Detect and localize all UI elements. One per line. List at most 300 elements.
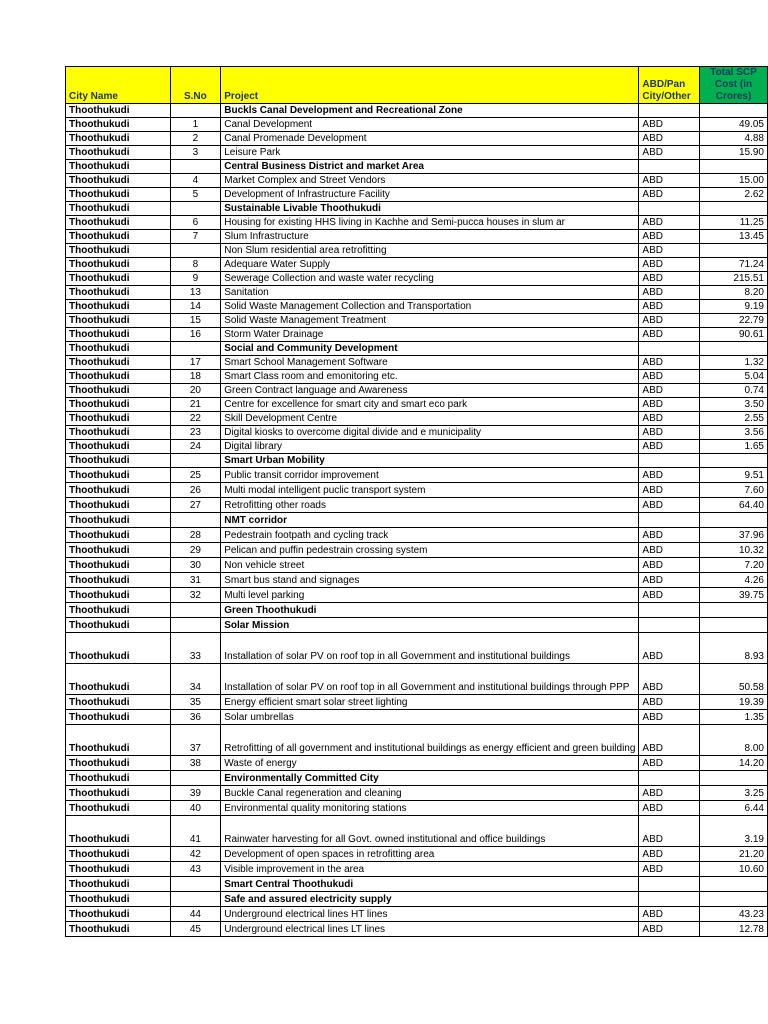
city-cell[interactable]: Thoothukudi	[66, 664, 171, 695]
project-cell[interactable]: Smart School Management Software	[221, 356, 639, 370]
abd-cell[interactable]: ABD	[639, 384, 700, 398]
sno-cell[interactable]	[170, 877, 221, 892]
city-cell[interactable]: Thoothukudi	[66, 468, 171, 483]
project-cell[interactable]: Central Business District and market Area	[221, 160, 639, 174]
abd-cell[interactable]: ABD	[639, 412, 700, 426]
sno-cell[interactable]: 22	[170, 412, 221, 426]
abd-cell[interactable]: ABD	[639, 558, 700, 573]
abd-cell[interactable]: ABD	[639, 710, 700, 725]
city-cell[interactable]: Thoothukudi	[66, 847, 171, 862]
abd-cell[interactable]: ABD	[639, 907, 700, 922]
city-cell[interactable]: Thoothukudi	[66, 618, 171, 633]
sno-cell[interactable]: 40	[170, 801, 221, 816]
project-cell[interactable]: Green Contract language and Awareness	[221, 384, 639, 398]
project-cell[interactable]: Canal Promenade Development	[221, 132, 639, 146]
city-cell[interactable]: Thoothukudi	[66, 174, 171, 188]
project-cell[interactable]: Solar Mission	[221, 618, 639, 633]
city-cell[interactable]: Thoothukudi	[66, 513, 171, 528]
section-row	[66, 603, 768, 618]
cost-cell[interactable]: 3.25	[700, 786, 768, 801]
abd-cell[interactable]: ABD	[639, 847, 700, 862]
cost-cell[interactable]: 4.88	[700, 132, 768, 146]
project-cell[interactable]: Rainwater harvesting for all Govt. owned institutional and office buildings	[221, 816, 639, 847]
city-cell[interactable]: Thoothukudi	[66, 188, 171, 202]
city-cell[interactable]: Thoothukudi	[66, 603, 171, 618]
city-cell[interactable]: Thoothukudi	[66, 202, 171, 216]
project-cell[interactable]: Digital kiosks to overcome digital divide and e municipality	[221, 426, 639, 440]
sno-cell[interactable]: 7	[170, 230, 221, 244]
city-cell[interactable]: Thoothukudi	[66, 230, 171, 244]
sno-cell[interactable]: 33	[170, 633, 221, 664]
city-cell[interactable]: Thoothukudi	[66, 258, 171, 272]
table-row	[66, 174, 768, 188]
sno-cell[interactable]: 24	[170, 440, 221, 454]
city-cell[interactable]: Thoothukudi	[66, 216, 171, 230]
abd-cell[interactable]: ABD	[639, 300, 700, 314]
abd-cell[interactable]: ABD	[639, 588, 700, 603]
city-cell[interactable]: Thoothukudi	[66, 244, 171, 258]
cost-cell[interactable]: 2.55	[700, 412, 768, 426]
table-row	[66, 468, 768, 483]
table-row	[66, 384, 768, 398]
project-cell[interactable]: NMT corridor	[221, 513, 639, 528]
project-cell[interactable]: Adequare Water Supply	[221, 258, 639, 272]
cost-cell[interactable]: 12.78	[700, 922, 768, 937]
cost-cell[interactable]	[700, 104, 768, 118]
abd-cell[interactable]: ABD	[639, 725, 700, 756]
sno-cell[interactable]	[170, 603, 221, 618]
abd-cell[interactable]	[639, 342, 700, 356]
city-cell[interactable]: Thoothukudi	[66, 104, 171, 118]
cost-cell[interactable]	[700, 454, 768, 468]
abd-cell[interactable]: ABD	[639, 786, 700, 801]
project-cell[interactable]: Social and Community Development	[221, 342, 639, 356]
sno-cell[interactable]: 13	[170, 286, 221, 300]
header-row	[66, 67, 768, 104]
cost-cell[interactable]: 64.40	[700, 498, 768, 513]
cost-cell[interactable]: 1.65	[700, 440, 768, 454]
sno-cell[interactable]: 5	[170, 188, 221, 202]
table-row	[66, 756, 768, 771]
city-cell[interactable]: Thoothukudi	[66, 314, 171, 328]
abd-cell[interactable]	[639, 892, 700, 907]
table-row	[66, 816, 768, 847]
abd-cell[interactable]: ABD	[639, 314, 700, 328]
city-cell[interactable]: Thoothukudi	[66, 342, 171, 356]
cost-cell[interactable]: 5.04	[700, 370, 768, 384]
city-cell[interactable]: Thoothukudi	[66, 907, 171, 922]
abd-cell[interactable]	[639, 618, 700, 633]
cost-cell[interactable]	[700, 513, 768, 528]
project-cell[interactable]: Installation of solar PV on roof top in all Government and institutional buildings	[221, 633, 639, 664]
section-row	[66, 202, 768, 216]
city-cell[interactable]: Thoothukudi	[66, 786, 171, 801]
abd-cell[interactable]: ABD	[639, 664, 700, 695]
table-row	[66, 483, 768, 498]
section-row	[66, 160, 768, 174]
sno-cell[interactable]	[170, 771, 221, 786]
cost-cell[interactable]: 6.44	[700, 801, 768, 816]
cost-cell[interactable]: 3.50	[700, 398, 768, 412]
table-row	[66, 862, 768, 877]
city-cell[interactable]: Thoothukudi	[66, 384, 171, 398]
abd-cell[interactable]	[639, 513, 700, 528]
city-cell[interactable]: Thoothukudi	[66, 328, 171, 342]
project-cell[interactable]: Pedestrain footpath and cycling track	[221, 528, 639, 543]
abd-cell[interactable]	[639, 877, 700, 892]
abd-cell[interactable]: ABD	[639, 695, 700, 710]
table-row	[66, 426, 768, 440]
abd-cell[interactable]: ABD	[639, 756, 700, 771]
project-cell[interactable]: Skill Development Centre	[221, 412, 639, 426]
sno-cell[interactable]: 18	[170, 370, 221, 384]
abd-cell[interactable]	[639, 771, 700, 786]
project-cell[interactable]: Buckle Canal regeneration and cleaning	[221, 786, 639, 801]
cost-cell[interactable]	[700, 771, 768, 786]
cost-cell[interactable]: 8.20	[700, 286, 768, 300]
table-row	[66, 573, 768, 588]
sno-cell[interactable]: 38	[170, 756, 221, 771]
city-cell[interactable]: Thoothukudi	[66, 588, 171, 603]
sno-cell[interactable]: 27	[170, 498, 221, 513]
sno-cell[interactable]	[170, 513, 221, 528]
section-row	[66, 104, 768, 118]
cost-cell[interactable]: 43.23	[700, 907, 768, 922]
project-cell[interactable]: Multi level parking	[221, 588, 639, 603]
abd-cell[interactable]: ABD	[639, 528, 700, 543]
abd-cell[interactable]: ABD	[639, 573, 700, 588]
cost-cell[interactable]	[700, 877, 768, 892]
sno-cell[interactable]: 30	[170, 558, 221, 573]
abd-cell[interactable]: ABD	[639, 483, 700, 498]
project-cell[interactable]: Pelican and puffin pedestrain crossing system	[221, 543, 639, 558]
city-cell[interactable]: Thoothukudi	[66, 801, 171, 816]
abd-cell[interactable]: ABD	[639, 188, 700, 202]
table-row	[66, 370, 768, 384]
project-cell[interactable]: Sewerage Collection and waste water recycling	[221, 272, 639, 286]
cost-cell[interactable]: 49.05	[700, 118, 768, 132]
abd-cell[interactable]: ABD	[639, 440, 700, 454]
project-cell[interactable]: Buckls Canal Development and Recreational Zone	[221, 104, 639, 118]
sno-cell[interactable]: 20	[170, 384, 221, 398]
sno-cell[interactable]: 3	[170, 146, 221, 160]
abd-cell[interactable]: ABD	[639, 398, 700, 412]
cost-cell[interactable]	[700, 342, 768, 356]
project-cell[interactable]: Underground electrical lines LT lines	[221, 922, 639, 937]
abd-cell[interactable]: ABD	[639, 356, 700, 370]
section-row	[66, 342, 768, 356]
cost-cell[interactable]: 7.20	[700, 558, 768, 573]
header-project[interactable]: Project	[221, 67, 639, 104]
sno-cell[interactable]: 34	[170, 664, 221, 695]
sno-cell[interactable]: 17	[170, 356, 221, 370]
project-cell[interactable]: Installation of solar PV on roof top in all Government and institutional buildings through PPP	[221, 664, 639, 695]
city-cell[interactable]: Thoothukudi	[66, 498, 171, 513]
project-cell[interactable]: Safe and assured electricity supply	[221, 892, 639, 907]
city-cell[interactable]: Thoothukudi	[66, 426, 171, 440]
abd-cell[interactable]: ABD	[639, 862, 700, 877]
sno-cell[interactable]	[170, 454, 221, 468]
project-cell[interactable]: Smart Class room and emonitoring etc.	[221, 370, 639, 384]
cost-cell[interactable]: 14.20	[700, 756, 768, 771]
sno-cell[interactable]	[170, 342, 221, 356]
sno-cell[interactable]: 39	[170, 786, 221, 801]
project-cell[interactable]: Multi modal intelligent puclic transport system	[221, 483, 639, 498]
abd-cell[interactable]: ABD	[639, 230, 700, 244]
cost-cell[interactable]: 3.56	[700, 426, 768, 440]
project-cell[interactable]: Market Complex and Street Vendors	[221, 174, 639, 188]
city-cell[interactable]: Thoothukudi	[66, 286, 171, 300]
city-cell[interactable]: Thoothukudi	[66, 771, 171, 786]
city-cell[interactable]: Thoothukudi	[66, 356, 171, 370]
sno-cell[interactable]: 26	[170, 483, 221, 498]
sno-cell[interactable]: 29	[170, 543, 221, 558]
city-cell[interactable]: Thoothukudi	[66, 862, 171, 877]
city-cell[interactable]: Thoothukudi	[66, 725, 171, 756]
cost-cell[interactable]: 50.58	[700, 664, 768, 695]
project-cell[interactable]: Solid Waste Management Treatment	[221, 314, 639, 328]
sno-cell[interactable]: 2	[170, 132, 221, 146]
table-row	[66, 725, 768, 756]
cost-cell[interactable]	[700, 202, 768, 216]
cost-cell[interactable]	[700, 892, 768, 907]
project-cell[interactable]: Smart Urban Mobility	[221, 454, 639, 468]
sno-cell[interactable]: 6	[170, 216, 221, 230]
abd-cell[interactable]: ABD	[639, 272, 700, 286]
section-row	[66, 892, 768, 907]
city-cell[interactable]: Thoothukudi	[66, 816, 171, 847]
cost-cell[interactable]: 1.35	[700, 710, 768, 725]
project-cell[interactable]: Centre for excellence for smart city and smart eco park	[221, 398, 639, 412]
city-cell[interactable]: Thoothukudi	[66, 160, 171, 174]
project-cell[interactable]: Sustainable Livable Thoothukudi	[221, 202, 639, 216]
project-cell[interactable]: Environmental quality monitoring stations	[221, 801, 639, 816]
cost-cell[interactable]: 15.00	[700, 174, 768, 188]
project-cell[interactable]: Waste of energy	[221, 756, 639, 771]
abd-cell[interactable]: ABD	[639, 426, 700, 440]
city-cell[interactable]: Thoothukudi	[66, 892, 171, 907]
cost-cell[interactable]: 215.51	[700, 272, 768, 286]
abd-cell[interactable]	[639, 104, 700, 118]
project-cell[interactable]: Storm Water Drainage	[221, 328, 639, 342]
sno-cell[interactable]: 32	[170, 588, 221, 603]
project-cell[interactable]: Solid Waste Management Collection and Transportation	[221, 300, 639, 314]
city-cell[interactable]: Thoothukudi	[66, 633, 171, 664]
cost-cell[interactable]: 71.24	[700, 258, 768, 272]
city-cell[interactable]: Thoothukudi	[66, 440, 171, 454]
project-cell[interactable]: Retrofitting of all government and institutional buildings as energy efficient and green building	[221, 725, 639, 756]
table-row	[66, 258, 768, 272]
cost-cell[interactable]	[700, 603, 768, 618]
cost-cell[interactable]: 2.62	[700, 188, 768, 202]
section-row	[66, 618, 768, 633]
sno-cell[interactable]: 23	[170, 426, 221, 440]
project-cell[interactable]: Solar umbrellas	[221, 710, 639, 725]
sno-cell[interactable]	[170, 202, 221, 216]
project-cell[interactable]: Green Thoothukudi	[221, 603, 639, 618]
sno-cell[interactable]: 36	[170, 710, 221, 725]
abd-cell[interactable]: ABD	[639, 132, 700, 146]
city-cell[interactable]: Thoothukudi	[66, 132, 171, 146]
table-row	[66, 272, 768, 286]
city-cell[interactable]: Thoothukudi	[66, 454, 171, 468]
sno-cell[interactable]: 16	[170, 328, 221, 342]
cost-cell[interactable]: 7.60	[700, 483, 768, 498]
city-cell[interactable]: Thoothukudi	[66, 118, 171, 132]
city-cell[interactable]: Thoothukudi	[66, 710, 171, 725]
project-cell[interactable]: Smart Central Thoothukudi	[221, 877, 639, 892]
cost-cell[interactable]: 4.26	[700, 573, 768, 588]
abd-cell[interactable]: ABD	[639, 801, 700, 816]
city-cell[interactable]: Thoothukudi	[66, 412, 171, 426]
cost-cell[interactable]	[700, 160, 768, 174]
abd-cell[interactable]: ABD	[639, 816, 700, 847]
city-cell[interactable]: Thoothukudi	[66, 573, 171, 588]
city-cell[interactable]: Thoothukudi	[66, 272, 171, 286]
project-cell[interactable]: Environmentally Committed City	[221, 771, 639, 786]
cost-cell[interactable]: 22.79	[700, 314, 768, 328]
sno-cell[interactable]	[170, 892, 221, 907]
header-city-name[interactable]: City Name	[66, 67, 171, 104]
cost-cell[interactable]: 0.74	[700, 384, 768, 398]
sno-cell[interactable]: 9	[170, 272, 221, 286]
project-cell[interactable]: Development of open spaces in retrofitting area	[221, 847, 639, 862]
sno-cell[interactable]	[170, 244, 221, 258]
abd-cell[interactable]: ABD	[639, 468, 700, 483]
abd-cell[interactable]: ABD	[639, 370, 700, 384]
abd-cell[interactable]: ABD	[639, 258, 700, 272]
sno-cell[interactable]	[170, 618, 221, 633]
table-row	[66, 664, 768, 695]
city-cell[interactable]: Thoothukudi	[66, 558, 171, 573]
sno-cell[interactable]: 44	[170, 907, 221, 922]
cost-cell[interactable]: 39.75	[700, 588, 768, 603]
city-cell[interactable]: Thoothukudi	[66, 695, 171, 710]
sno-cell[interactable]: 8	[170, 258, 221, 272]
sno-cell[interactable]: 37	[170, 725, 221, 756]
cost-cell[interactable]: 9.51	[700, 468, 768, 483]
cost-cell[interactable]: 10.60	[700, 862, 768, 877]
project-cell[interactable]: Slum Infrastructure	[221, 230, 639, 244]
city-cell[interactable]: Thoothukudi	[66, 543, 171, 558]
project-cell[interactable]: Retrofitting other roads	[221, 498, 639, 513]
project-cell[interactable]: Visible improvement in the area	[221, 862, 639, 877]
abd-cell[interactable]: ABD	[639, 922, 700, 937]
city-cell[interactable]: Thoothukudi	[66, 146, 171, 160]
city-cell[interactable]: Thoothukudi	[66, 756, 171, 771]
city-cell[interactable]: Thoothukudi	[66, 877, 171, 892]
project-cell[interactable]: Non vehicle street	[221, 558, 639, 573]
sno-cell[interactable]: 1	[170, 118, 221, 132]
table-row	[66, 847, 768, 862]
city-cell[interactable]: Thoothukudi	[66, 922, 171, 937]
cost-cell[interactable]: 37.96	[700, 528, 768, 543]
abd-cell[interactable]: ABD	[639, 146, 700, 160]
sno-cell[interactable]: 35	[170, 695, 221, 710]
sno-cell[interactable]	[170, 104, 221, 118]
cost-cell[interactable]	[700, 244, 768, 258]
sno-cell[interactable]: 14	[170, 300, 221, 314]
project-cell[interactable]: Smart bus stand and signages	[221, 573, 639, 588]
sno-cell[interactable]: 41	[170, 816, 221, 847]
cost-cell[interactable]: 15.90	[700, 146, 768, 160]
sno-cell[interactable]: 31	[170, 573, 221, 588]
project-cell[interactable]: Public transit corridor improvement	[221, 468, 639, 483]
abd-cell[interactable]: ABD	[639, 543, 700, 558]
project-cell[interactable]: Sanitation	[221, 286, 639, 300]
abd-cell[interactable]: ABD	[639, 216, 700, 230]
cost-cell[interactable]: 1.32	[700, 356, 768, 370]
project-cell[interactable]: Non Slum residential area retrofitting	[221, 244, 639, 258]
table-row	[66, 695, 768, 710]
header-abd-pan-city[interactable]: ABD/Pan City/Other	[639, 67, 700, 104]
cost-cell[interactable]: 9.19	[700, 300, 768, 314]
project-cell[interactable]: Housing for existing HHS living in Kachhe and Semi-pucca houses in slum ar	[221, 216, 639, 230]
abd-cell[interactable]: ABD	[639, 244, 700, 258]
table-row	[66, 118, 768, 132]
sno-cell[interactable]: 21	[170, 398, 221, 412]
cost-cell[interactable]: 21.20	[700, 847, 768, 862]
project-cell[interactable]: Underground electrical lines HT lines	[221, 907, 639, 922]
sno-cell[interactable]	[170, 160, 221, 174]
cost-cell[interactable]: 19.39	[700, 695, 768, 710]
project-cell[interactable]: Leisure Park	[221, 146, 639, 160]
cost-cell[interactable]: 13.45	[700, 230, 768, 244]
table-row	[66, 801, 768, 816]
cost-cell[interactable]: 90.61	[700, 328, 768, 342]
sno-cell[interactable]: 28	[170, 528, 221, 543]
table-row	[66, 922, 768, 937]
abd-cell[interactable]	[639, 454, 700, 468]
sno-cell[interactable]: 42	[170, 847, 221, 862]
city-cell[interactable]: Thoothukudi	[66, 370, 171, 384]
abd-cell[interactable]	[639, 603, 700, 618]
section-row	[66, 513, 768, 528]
header-total-scp-cost[interactable]: Total SCP Cost (in Crores)	[700, 67, 768, 104]
city-cell[interactable]: Thoothukudi	[66, 300, 171, 314]
abd-cell[interactable]: ABD	[639, 498, 700, 513]
abd-cell[interactable]: ABD	[639, 286, 700, 300]
header-sno[interactable]: S.No	[170, 67, 221, 104]
abd-cell[interactable]	[639, 202, 700, 216]
project-cell[interactable]: Development of Infrastructure Facility	[221, 188, 639, 202]
sno-cell[interactable]: 25	[170, 468, 221, 483]
city-cell[interactable]: Thoothukudi	[66, 483, 171, 498]
cost-cell[interactable]: 8.93	[700, 633, 768, 664]
cost-cell[interactable]	[700, 618, 768, 633]
sno-cell[interactable]: 15	[170, 314, 221, 328]
table-row	[66, 356, 768, 370]
sno-cell[interactable]: 45	[170, 922, 221, 937]
project-cell[interactable]: Canal Development	[221, 118, 639, 132]
abd-cell[interactable]: ABD	[639, 118, 700, 132]
cost-cell[interactable]: 10.32	[700, 543, 768, 558]
project-cell[interactable]: Energy efficient smart solar street lighting	[221, 695, 639, 710]
abd-cell[interactable]: ABD	[639, 174, 700, 188]
table-row	[66, 146, 768, 160]
project-cell[interactable]: Digital library	[221, 440, 639, 454]
sno-cell[interactable]: 43	[170, 862, 221, 877]
abd-cell[interactable]	[639, 160, 700, 174]
cost-cell[interactable]: 8.00	[700, 725, 768, 756]
city-cell[interactable]: Thoothukudi	[66, 398, 171, 412]
city-cell[interactable]: Thoothukudi	[66, 528, 171, 543]
abd-cell[interactable]: ABD	[639, 633, 700, 664]
cost-cell[interactable]: 11.25	[700, 216, 768, 230]
sno-cell[interactable]: 4	[170, 174, 221, 188]
cost-cell[interactable]: 3.19	[700, 816, 768, 847]
abd-cell[interactable]: ABD	[639, 328, 700, 342]
